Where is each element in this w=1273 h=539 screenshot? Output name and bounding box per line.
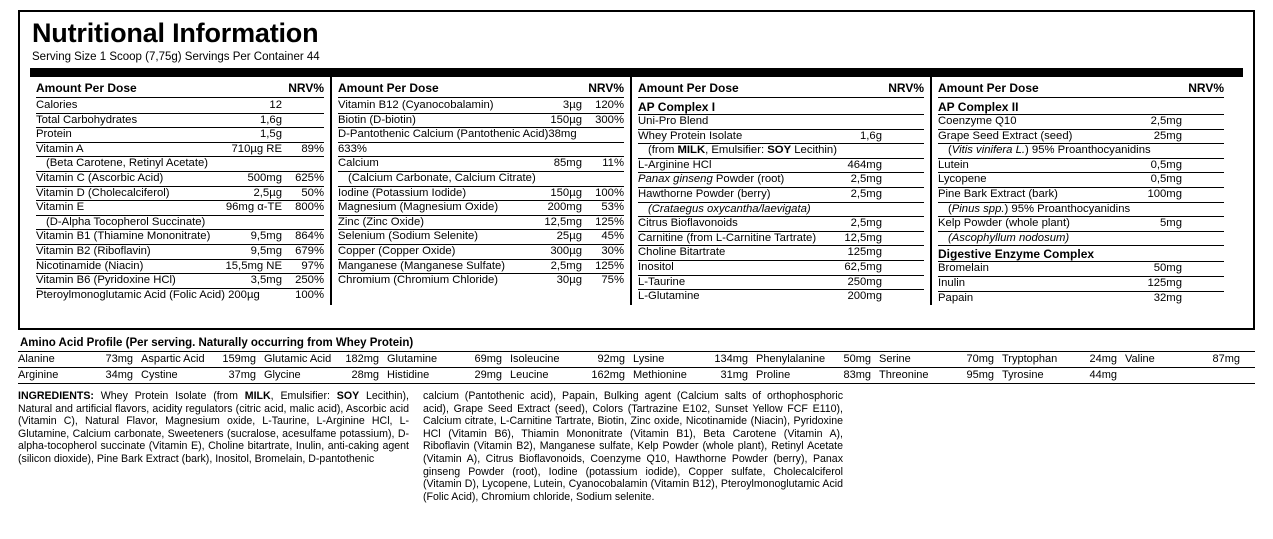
nutrient-row (338, 143, 624, 158)
nutrient-nrv: 50% (301, 186, 324, 199)
nutrient-name: Vitamin C (Ascorbic Acid) (36, 171, 164, 184)
nutrient-nrv: 30% (601, 244, 624, 257)
nutrient-row (638, 217, 924, 232)
nutrient-row (36, 201, 324, 216)
nutrient-amount: 250mg (847, 275, 882, 288)
nutrient-row (638, 276, 924, 291)
amino-acid-amount: 37mg (228, 369, 256, 381)
nutrient-name: Citrus Bioflavonoids (638, 217, 738, 230)
amino-acid-amount: 70mg (966, 353, 994, 365)
amino-acid-cell (141, 368, 264, 383)
nutrient-amount: 96mg α-TE (225, 201, 282, 214)
amino-acid-amount: 134mg (714, 353, 748, 365)
nutrient-name: Calories (36, 99, 78, 111)
nutrient-row (938, 262, 1224, 277)
nutrient-name: Pine Bark Extract (bark) (938, 187, 1058, 200)
nutrient-name: Carnitine (from L-Carnitine Tartrate) (638, 231, 817, 244)
amino-acid-name: Alanine (18, 353, 55, 365)
nutrient-group-title: AP Complex II (938, 99, 1224, 115)
nutrient-group-title: AP Complex I (638, 99, 924, 115)
nutrient-nrv: 75% (601, 274, 624, 287)
nutrient-amount: 30µg (556, 274, 582, 287)
nutrient-name: (Ascophyllum nodosum) (948, 231, 1070, 244)
nutrient-name: Hawthorne Powder (berry) (638, 187, 771, 200)
ingredients-column-2 (423, 390, 843, 503)
nutrient-name: L-Glutamine (638, 290, 700, 303)
nutrient-row (938, 217, 1224, 232)
nutrient-amount: 1,6g (260, 113, 282, 126)
amino-acid-name: Glycine (264, 369, 301, 381)
amino-acid-amount: 44mg (1089, 369, 1117, 381)
nutrient-name: Vitamin A (36, 142, 84, 155)
nutrient-name: (Crataegus oxycantha/laevigata) (648, 202, 811, 215)
amino-acid-cell (387, 368, 510, 383)
nutrient-name: Copper (Copper Oxide) (338, 244, 456, 257)
nutrient-row (938, 232, 1224, 247)
column-header (338, 77, 624, 98)
nutrient-row (36, 230, 324, 245)
nutrient-name: Whey Protein Isolate (638, 129, 743, 142)
nutrient-row (36, 157, 324, 172)
nutrient-amount: 2,5mg (1150, 115, 1182, 127)
nutrient-row (938, 130, 1224, 145)
amino-acid-amount: 159mg (222, 353, 256, 365)
amino-acid-name: Threonine (879, 369, 929, 381)
nutrient-row (938, 203, 1224, 218)
amino-acid-name: Methionine (633, 369, 687, 381)
amino-acid-amount: 87mg (1212, 353, 1240, 365)
nutrient-name: Vitamin D (Cholecalciferol) (36, 186, 170, 199)
nutrient-row (638, 246, 924, 261)
column-header (36, 77, 324, 98)
amino-acid-name: Leucine (510, 369, 549, 381)
amount-header: Amount Per Dose (338, 81, 439, 95)
amino-acid-table (18, 351, 1255, 384)
nutrient-column-4 (930, 77, 1230, 305)
nutrient-row (638, 115, 924, 130)
nutrient-name: Total Carbohydrates (36, 113, 138, 126)
nutrient-row (36, 289, 324, 303)
nutrient-row (36, 187, 324, 202)
nutrient-row (638, 232, 924, 247)
nutrient-amount: 32mg (1153, 291, 1182, 304)
amino-acid-cell (510, 352, 633, 367)
amino-acid-cell (633, 368, 756, 383)
nutrient-nrv: 89% (301, 142, 324, 155)
ingredients-label: INGREDIENTS: (18, 390, 94, 402)
amino-acid-cell (633, 352, 756, 367)
amino-acid-amount: 69mg (474, 353, 502, 365)
nutrient-amount: 3,5mg (250, 274, 282, 287)
amino-acid-cell (1002, 368, 1125, 383)
amino-acid-amount: 50mg (843, 353, 871, 365)
nutrient-name: L-Arginine HCl (638, 158, 712, 171)
nutrient-nrv: 97% (301, 259, 324, 272)
nutrient-rows-4 (938, 99, 1224, 305)
amino-acid-amount: 95mg (966, 369, 994, 381)
nutrient-amount: 1,6g (860, 129, 882, 142)
amino-acid-name: Arginine (18, 369, 59, 381)
nutrient-name: Selenium (Sodium Selenite) (338, 230, 479, 243)
nutrient-nrv: 625% (295, 171, 324, 184)
nutrient-nrv: 679% (295, 244, 324, 257)
nutrient-name: Vitamin B1 (Thiamine Mononitrate) (36, 230, 211, 243)
nutrient-amount: 2,5µg (253, 186, 282, 199)
nutrient-amount: 62,5mg (844, 260, 882, 273)
nutrient-row (638, 130, 924, 145)
nutrient-amount: 15,5mg NE (225, 259, 282, 272)
amino-acid-cell (879, 352, 1002, 367)
nutrient-columns (30, 77, 1243, 305)
nutrient-name: Inulin (938, 276, 966, 289)
amino-acid-name: Valine (1125, 353, 1155, 365)
nutrient-nrv: 800% (295, 201, 324, 214)
nutrient-row (638, 290, 924, 304)
nutrient-amount: 25µg (556, 230, 582, 243)
nutrient-nrv: 864% (295, 230, 324, 243)
nutrient-amount: 150µg (550, 113, 582, 126)
nutrient-row (338, 128, 624, 143)
nutrient-row (338, 99, 624, 114)
nutrient-row (938, 173, 1224, 188)
nutrient-row (36, 114, 324, 129)
nutrient-amount: 200mg (847, 290, 882, 303)
amino-acid-cell (264, 352, 387, 367)
amino-acid-name: Lysine (633, 353, 665, 365)
nutrient-row (338, 172, 624, 187)
nutrient-amount: 500mg (247, 171, 282, 184)
nutrient-name: Iodine (Potassium Iodide) (338, 186, 467, 199)
nutrient-row (638, 173, 924, 188)
amino-acid-cell (1125, 352, 1248, 367)
amino-acid-cell (1002, 352, 1125, 367)
nutrient-row (36, 245, 324, 260)
nutrient-name: Choline Bitartrate (638, 246, 726, 259)
nutrient-rows-2 (338, 99, 624, 288)
nutrient-amount: 710µg RE (231, 142, 282, 155)
nutrient-group-title: Digestive Enzyme Complex (938, 246, 1224, 262)
nutrient-name: Magnesium (Magnesium Oxide) (338, 201, 499, 214)
amino-acid-cell (18, 368, 141, 383)
amino-acid-cell (756, 368, 879, 383)
nutrient-name: Uni-Pro Blend (638, 115, 709, 127)
amino-acid-name: Histidine (387, 369, 430, 381)
nutrient-nrv: 125% (595, 215, 624, 228)
amino-acid-amount: 31mg (720, 369, 748, 381)
nutrient-nrv: 53% (601, 201, 624, 214)
nutrient-name: Nicotinamide (Niacin) (36, 259, 144, 272)
nutrient-amount: 0,5mg (1150, 158, 1182, 171)
amino-acid-name: Cystine (141, 369, 178, 381)
nutrient-row (338, 157, 624, 172)
nutrient-column-1 (30, 77, 330, 305)
amino-acid-cell (141, 352, 264, 367)
nutrient-row (338, 201, 624, 216)
amino-acid-name: Tyrosine (1002, 369, 1044, 381)
amino-acid-amount: 73mg (105, 353, 133, 365)
amino-acid-amount: 34mg (105, 369, 133, 381)
nutrient-name: (Pinus spp.) 95% Proanthocyanidins (948, 202, 1131, 215)
nutrient-nrv: 120% (595, 99, 624, 111)
nutrient-row (938, 277, 1224, 292)
nutrient-amount: 85mg (553, 157, 582, 170)
amino-acid-name: Glutamic Acid (264, 353, 332, 365)
nutrient-row (638, 261, 924, 276)
amino-acid-amount: 92mg (597, 353, 625, 365)
amino-acid-name: Glutamine (387, 353, 438, 365)
nutrient-row (938, 159, 1224, 174)
nutrient-nrv: 45% (601, 230, 624, 243)
nutrient-amount: 9,5mg (250, 244, 282, 257)
column-header (638, 77, 924, 98)
nutrient-name: Bromelain (938, 262, 989, 275)
amino-acid-cell (18, 352, 141, 367)
nutrient-amount: 0,5mg (1150, 173, 1182, 186)
nutrient-amount: 3µg (562, 99, 582, 111)
nutrient-row (36, 274, 324, 289)
nutrient-nrv: 100% (595, 186, 624, 199)
ingredients-section (18, 390, 1255, 503)
nutrient-amount: 125mg (847, 246, 882, 259)
nutrient-name: Vitamin B12 (Cyanocobalamin) (338, 99, 494, 111)
nutrient-nrv: 11% (602, 157, 624, 170)
ingredients-text-1: Whey Protein Isolate (from MILK, Emulsifier: SOY Lecithin), Natural and artificial flavors, acidity regulators (citric acid, malic acid), Ascorbic acid (Vitamin C), Natural Flavor, Magnesium oxide, L-Taurine, L-Arginine HCl, L-Glutamine, Calcium carbonate, Sweeteners (sucralose, acesulfame potassium), D-alpha-tocopherol succinate (Vitamin E), Choline bitartrate, Inulin, anti-caking agent (silicon dioxide), Pine Bark Extract (bark), Inositol, Bromelain, D-pantothenic (18, 390, 409, 465)
nutrient-name: (Calcium Carbonate, Calcium Citrate) (348, 171, 536, 184)
amino-acid-cell (510, 368, 633, 383)
amino-acid-cell (879, 368, 1002, 383)
nutrient-row (338, 274, 624, 288)
nutrient-nrv: 125% (595, 259, 624, 272)
nutrient-name: Lutein (938, 158, 969, 171)
nutrient-name: Vitamin E (36, 201, 85, 214)
nutrient-row (338, 187, 624, 202)
divider-bar (30, 68, 1243, 77)
amino-acid-amount: 28mg (351, 369, 379, 381)
nutrient-name: Vitamin B2 (Riboflavin) (36, 244, 151, 257)
nutrient-row (638, 203, 924, 218)
amount-header: Amount Per Dose (36, 81, 137, 95)
amino-acid-amount: 29mg (474, 369, 502, 381)
amino-row-2 (18, 368, 1255, 384)
nutrient-nrv: 300% (595, 113, 624, 126)
amino-acid-amount: 162mg (591, 369, 625, 381)
nutrient-name: Vitamin B6 (Pyridoxine HCl) (36, 274, 176, 287)
nutrient-amount: 25mg (1153, 129, 1182, 142)
amount-header: Amount Per Dose (938, 81, 1039, 95)
nutrient-name: Lycopene (938, 173, 987, 186)
nutrient-row (338, 260, 624, 275)
nutrient-row (638, 159, 924, 174)
nutrient-amount: 12,5mg (844, 231, 882, 244)
nutrient-name: Panax ginseng Powder (root) (638, 173, 785, 186)
nutrient-nrv: 100% (295, 288, 324, 301)
nutrient-row (938, 188, 1224, 203)
nutrient-amount: 464mg (847, 158, 882, 171)
amino-acid-cell (1125, 368, 1248, 383)
nutrient-amount: 200mg (547, 201, 582, 214)
nutrient-name: Chromium (Chromium Chloride) (338, 274, 499, 287)
nutrient-name: (Beta Carotene, Retinyl Acetate) (46, 157, 209, 170)
nutrient-amount: 9,5mg (250, 230, 282, 243)
amino-row-1 (18, 352, 1255, 368)
nrv-header: NRV% (588, 81, 624, 95)
nutrient-row (36, 99, 324, 114)
nutrient-amount: 50mg (1153, 262, 1182, 275)
nutrient-row (638, 144, 924, 159)
nutrition-facts-box (18, 10, 1255, 330)
amino-acid-amount: 83mg (843, 369, 871, 381)
nrv-header: NRV% (888, 81, 924, 95)
amino-acid-name: Serine (879, 353, 911, 365)
nutrient-name: L-Taurine (638, 275, 686, 288)
nutrient-rows-3 (638, 99, 924, 304)
amino-acid-name: Phenylalanine (756, 353, 826, 365)
amount-header: Amount Per Dose (638, 81, 739, 95)
nutrient-row (638, 188, 924, 203)
nutrient-amount: 1,5g (260, 128, 282, 141)
nutrient-amount: 150µg (550, 186, 582, 199)
nutrient-row (938, 144, 1224, 159)
nutrient-row (338, 114, 624, 129)
nutrient-row (36, 216, 324, 231)
nutrient-name: Calcium (338, 157, 379, 170)
nutrient-name: Pteroylmonoglutamic Acid (Folic Acid) 200µg (36, 288, 260, 301)
nutrient-name: Kelp Powder (whole plant) (938, 217, 1070, 230)
nutrient-amount: 12,5mg (544, 215, 582, 228)
nutrient-amount: 2,5mg (850, 187, 882, 200)
nutrient-amount: 12 (269, 99, 282, 111)
ingredients-column-1 (18, 390, 423, 503)
nutrient-row (338, 216, 624, 231)
amino-acid-title: Amino Acid Profile (Per serving. Naturally occurring from Whey Protein) (20, 337, 414, 349)
nutrient-column-3 (630, 77, 930, 305)
nutrient-row (938, 292, 1224, 306)
nutrient-amount: 300µg (550, 244, 582, 257)
nutrient-row (338, 245, 624, 260)
nutrient-amount: 2,5mg (850, 217, 882, 230)
nutrient-amount: 100mg (1147, 187, 1182, 200)
nutrient-name: Papain (938, 291, 974, 304)
nutrient-amount: 2,5mg (850, 173, 882, 186)
amino-acid-name: Isoleucine (510, 353, 560, 365)
nutrient-name: Coenzyme Q10 (938, 115, 1017, 127)
nutrient-row (36, 128, 324, 143)
nutrient-name: Zinc (Zinc Oxide) (338, 215, 424, 228)
nutrient-rows-1 (36, 99, 324, 302)
ingredients-text-2: calcium (Pantothenic acid), Papain, Bulking agent (Calcium salts of orthophosphoric acid), Grape Seed Extract (seed), Colors (Tartrazine E102, Sunset Yellow FCF E110), Calcium citrate, L-Carnitine Tartrate, Biotin, Zinc oxide, Nicotinamide (Niacin), Pyridoxine HCl (Vitamin B6), Thiamin Mononitrate (Vitamin B1), Beta Carotene (Vitamin A), Riboflavin (Vitamin B2), Manganese sulfate, Kelp Powder (whole plant), Retinyl Acetate (Vitamin A), Citrus Bioflavonoids, Coenzyme Q10, Hawthorne Powder (berry), Panax ginseng Powder (root), Iodine (potassium iodide), Copper sulfate, Cholecalciferol (Vitamin D), Lycopene, Lutein, Cyanocobalamin (Vitamin B12), Pteroylmonoglutamic Acid (Folic Acid), Chromium chloride, Sodium selenite. (423, 390, 843, 503)
nutrient-name: Protein (36, 128, 72, 141)
nutrient-name: D-Pantothenic Calcium (Pantothenic Acid)38mg (338, 128, 577, 141)
nutrient-name: (from MILK, Emulsifier: SOY Lecithin) (648, 144, 837, 157)
nutrient-row (938, 115, 1224, 130)
nutrient-row (36, 172, 324, 187)
nutrient-name: Manganese (Manganese Sulfate) (338, 259, 506, 272)
nutrient-name: Biotin (D-biotin) (338, 113, 416, 126)
nutrient-nrv: 250% (295, 274, 324, 287)
amino-acid-cell (387, 352, 510, 367)
nutrient-amount: 5mg (1160, 217, 1182, 230)
amino-acid-name: Tryptophan (1002, 353, 1058, 365)
nutrient-amount: 2,5mg (550, 259, 582, 272)
nrv-header: NRV% (1188, 81, 1224, 95)
amino-acid-name: Proline (756, 369, 791, 381)
nutrient-column-2 (330, 77, 630, 305)
amino-acid-cell (264, 368, 387, 383)
nutrient-name: Grape Seed Extract (seed) (938, 129, 1073, 142)
amino-acid-amount: 182mg (345, 353, 379, 365)
amino-acid-amount: 24mg (1089, 353, 1117, 365)
nutrient-name: (D-Alpha Tocopherol Succinate) (46, 215, 206, 228)
nrv-header: NRV% (288, 81, 324, 95)
nutrient-name: 633% (338, 142, 367, 155)
nutrient-amount: 125mg (1147, 276, 1182, 289)
nutrient-name: (Vitis vinifera L.) 95% Proanthocyanidins (948, 144, 1151, 157)
amino-acid-name: Aspartic Acid (141, 353, 205, 365)
serving-size-text: Serving Size 1 Scoop (7,75g) Servings Per Container 44 (32, 51, 320, 63)
column-header (938, 77, 1224, 98)
nutrient-row (338, 230, 624, 245)
page-title: Nutritional Information (32, 18, 319, 48)
amino-acid-cell (756, 352, 879, 367)
nutrient-name: Inositol (638, 260, 674, 273)
nutrient-row (36, 260, 324, 275)
nutrient-row (36, 143, 324, 158)
